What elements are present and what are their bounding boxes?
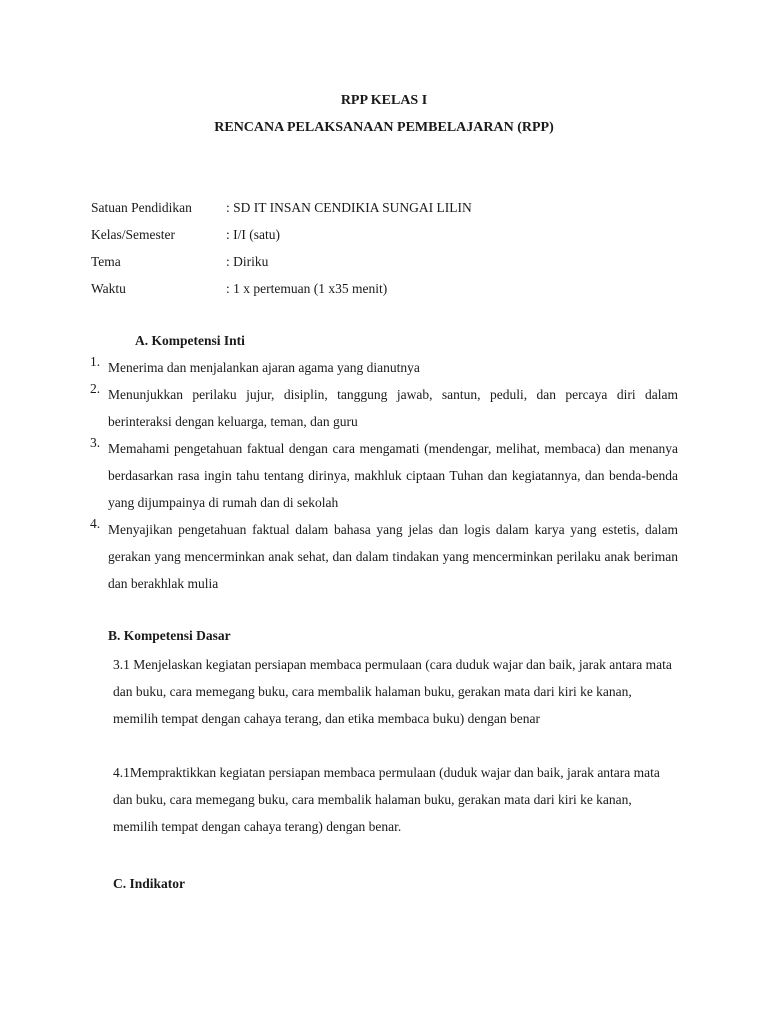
identity-label: Satuan Pendidikan [91,200,192,215]
kompetensi-dasar-paragraph: 4.1Mempraktikkan kegiatan persiapan membaca permulaan (duduk wajar dan baik, jarak antara mata dan buku, cara memegang buku, cara membalik halaman buku, gerakan mata dari kiri ke kanan, memilih tempat dengan cahaya terang) dengan benar. [113,765,660,834]
list-item-text: Memahami pengetahuan faktual dengan cara mengamati (mendengar, melihat, membaca) dan menanya berdasarkan rasa ingin tahu tentang dirinya, makhluk ciptaan Tuhan dan kegiatannya, dan benda-benda yang dijumpainya di rumah dan di sekolah [108,441,678,510]
list-item [90,435,678,516]
document-title: RPP KELAS I [340,93,428,108]
list-item [90,381,678,435]
section-heading-indikator: C. Indikator [113,876,186,891]
list-item-text: Menyajikan pengetahuan faktual dalam bahasa yang jelas dan logis dalam karya yang estetis, dalam gerakan yang mencerminkan anak sehat, dan dalam tindakan yang mencerminkan perilaku anak beriman dan berakhlak mulia [108,522,678,591]
document-subtitle: RENCANA PELAKSANAAN PEMBELAJARAN (RPP) [214,120,554,135]
list-item [90,354,678,381]
identity-label: Waktu [91,281,126,296]
list-number: 1. [90,354,101,369]
identity-value: : SD IT INSAN CENDIKIA SUNGAI LILIN [226,200,472,215]
identity-value: : I/I (satu) [226,227,280,242]
section-heading-kompetensi-inti: A. Kompetensi Inti [135,333,245,348]
identity-label: Kelas/Semester [91,227,175,242]
kompetensi-dasar-paragraph: 3.1 Menjelaskan kegiatan persiapan membaca permulaan (cara duduk wajar dan baik, jarak antara mata dan buku, cara memegang buku, cara membalik halaman buku, gerakan mata dari kiri ke kanan, memilih tempat dengan cahaya terang, dan etika membaca buku) dengan benar [113,657,672,726]
identity-label: Tema [91,254,121,269]
list-number: 3. [90,435,101,450]
identity-value: : Diriku [226,254,269,269]
list-number: 2. [90,381,101,396]
identity-value: : 1 x pertemuan (1 x35 menit) [226,281,388,296]
list-item [90,516,678,597]
section-heading-kompetensi-dasar: B. Kompetensi Dasar [108,628,231,643]
list-number: 4. [90,516,101,531]
list-item-text: Menunjukkan perilaku jujur, disiplin, tanggung jawab, santun, peduli, dan percaya diri dalam berinteraksi dengan keluarga, teman, dan guru [108,387,678,429]
list-item-text: Menerima dan menjalankan ajaran agama yang dianutnya [108,360,420,375]
